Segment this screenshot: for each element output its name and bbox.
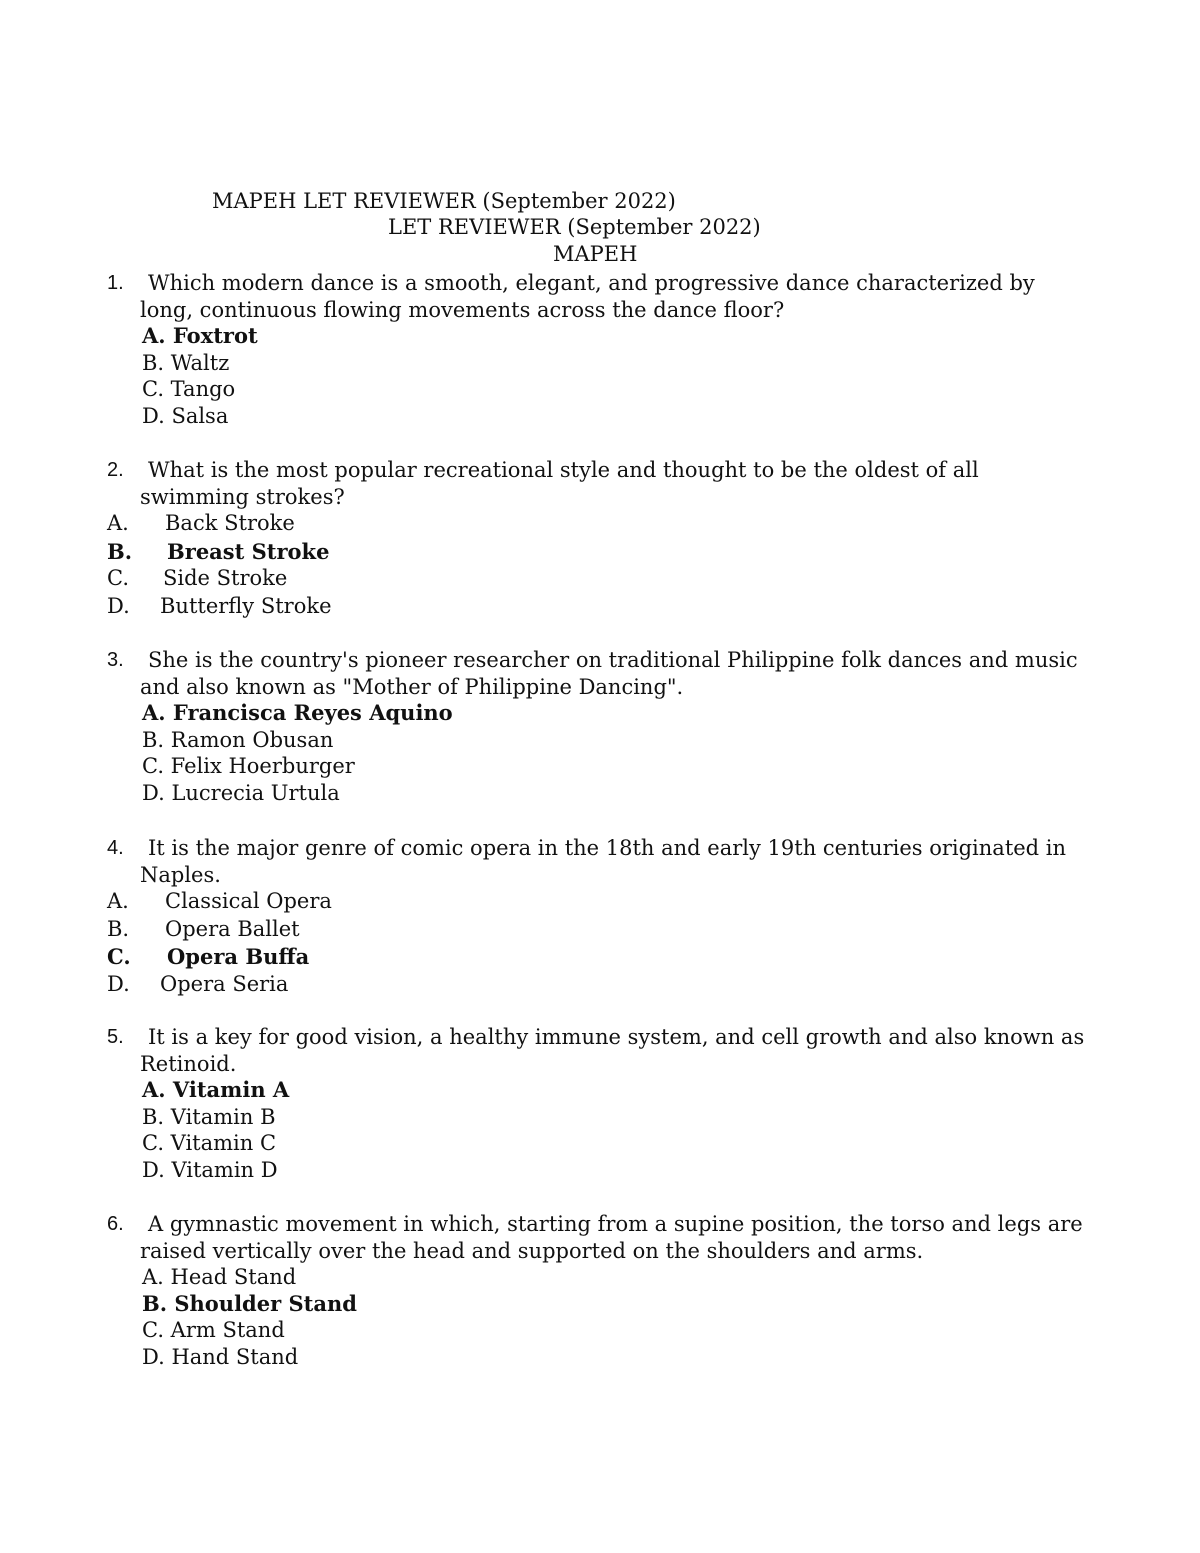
answer-option: Opera Seria (160, 971, 289, 996)
answer-option: C. Vitamin C (142, 1131, 277, 1155)
question-number: 5. (107, 1026, 124, 1048)
question-number: 3. (107, 649, 124, 671)
question-1 (0, 270, 1200, 429)
question-text: raised vertically over the head and supported on the shoulders and arms. (140, 1238, 924, 1263)
document-title: MAPEH LET REVIEWER (September 2022) (212, 189, 676, 213)
answer-option-correct: A. Foxtrot (142, 323, 258, 348)
option-letter: B. (107, 538, 133, 564)
answer-option-correct: Breast Stroke (167, 538, 330, 564)
option-letter: C. (107, 944, 131, 969)
answer-option: Side Stroke (163, 566, 288, 590)
question-4 (0, 835, 1200, 998)
question-text: Naples. (140, 862, 221, 887)
question-text: It is a key for good vision, a healthy immune system, and cell growth and also known as (148, 1025, 1085, 1049)
answer-option: D. Lucrecia Urtula (142, 780, 340, 805)
question-text: swimming strokes? (140, 484, 345, 509)
document-subtitle: LET REVIEWER (September 2022) (388, 215, 761, 239)
answer-option: D. Hand Stand (142, 1344, 299, 1369)
question-5 (0, 1024, 1200, 1183)
question-number: 2. (107, 459, 124, 481)
answer-option: B. Vitamin B (142, 1104, 276, 1129)
option-letter: D. (107, 593, 130, 618)
answer-option: C. Felix Hoerburger (142, 754, 355, 778)
answer-option: A. Head Stand (142, 1265, 297, 1289)
option-letter: A. (107, 511, 129, 535)
option-letter: D. (107, 971, 130, 996)
answer-option-correct: A. Vitamin A (142, 1077, 290, 1102)
question-text: and also known as "Mother of Philippine Dancing". (140, 674, 684, 699)
option-letter: C. (107, 566, 129, 590)
question-number: 1. (107, 272, 124, 294)
answer-option: Classical Opera (165, 889, 332, 913)
question-text: What is the most popular recreational style and thought to be the oldest of all (148, 458, 979, 482)
question-number: 4. (107, 837, 124, 859)
subject-heading: MAPEH (553, 242, 638, 266)
answer-option: C. Arm Stand (142, 1318, 285, 1342)
question-text: A gymnastic movement in which, starting from a supine position, the torso and legs are (148, 1212, 1083, 1236)
answer-option: B. Ramon Obusan (142, 727, 334, 752)
question-2 (0, 457, 1200, 620)
answer-option: D. Vitamin D (142, 1157, 278, 1182)
answer-option-correct: Opera Buffa (167, 944, 310, 969)
question-3 (0, 647, 1200, 806)
question-text: She is the country's pioneer researcher on traditional Philippine folk dances and music (148, 648, 1078, 672)
question-number: 6. (107, 1213, 124, 1235)
answer-option: Back Stroke (165, 511, 295, 535)
answer-option: Butterfly Stroke (160, 593, 332, 618)
answer-option-correct: A. Francisca Reyes Aquino (142, 700, 453, 725)
question-text: It is the major genre of comic opera in the 18th and early 19th centuries originated in (148, 836, 1067, 860)
option-letter: B. (107, 916, 130, 941)
answer-option: D. Salsa (142, 403, 229, 428)
answer-option: B. Waltz (142, 350, 230, 375)
answer-option: C. Tango (142, 377, 236, 401)
option-letter: A. (107, 889, 129, 913)
answer-option: Opera Ballet (165, 916, 300, 941)
answer-option-correct: B. Shoulder Stand (142, 1290, 357, 1316)
question-6 (0, 1211, 1200, 1370)
question-text: long, continuous flowing movements across the dance floor? (140, 297, 785, 322)
question-text: Retinoid. (140, 1051, 237, 1076)
question-text: Which modern dance is a smooth, elegant, and progressive dance characterized by (148, 271, 1035, 295)
